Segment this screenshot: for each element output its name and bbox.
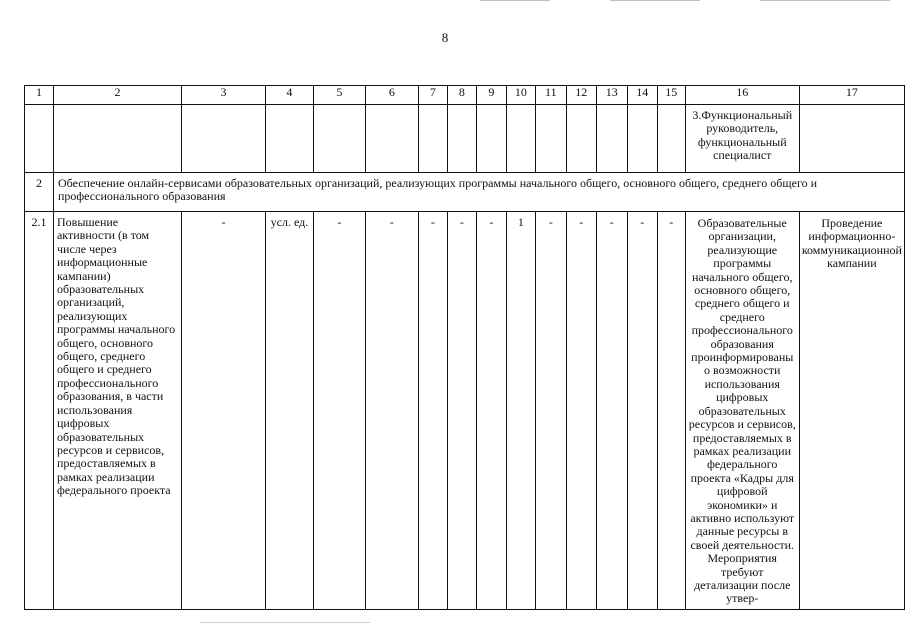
- header-cell: 15: [657, 86, 685, 105]
- plan-table: [24, 85, 905, 610]
- header-cell: 9: [476, 86, 506, 105]
- empty-cell: [25, 105, 54, 173]
- task-cell-10: 1: [506, 212, 535, 610]
- task-row: [25, 212, 905, 610]
- task-event-type: Проведение информационно-коммуникационной кампании: [799, 212, 904, 610]
- empty-cell: [313, 105, 365, 173]
- header-cell: 10: [506, 86, 535, 105]
- empty-cell: [53, 105, 181, 173]
- task-cell-11: -: [535, 212, 566, 610]
- header-cell: 11: [535, 86, 566, 105]
- header-cell: 16: [685, 86, 799, 105]
- header-cell: 12: [566, 86, 596, 105]
- section-title: Обеспечение онлайн-сервисами образовательных организаций, реализующих программы начального общего, основного общего, среднего общего и профессионального образования: [53, 173, 904, 212]
- task-description: Повышение активности (в том числе через информационные кампании) образовательных организаций, реализующих программы начального общего, основного общего, среднего общего и среднего профессионального образования, в части использования цифровых образовательных ресурсов и сервисов, предоставляемых в рамках реализации федерального проекта: [53, 212, 181, 610]
- task-number: 2.1: [25, 212, 54, 610]
- section-number: 2: [25, 173, 54, 212]
- header-cell: 14: [627, 86, 657, 105]
- task-cell-13: -: [596, 212, 627, 610]
- task-cell-8: -: [447, 212, 476, 610]
- empty-cell: [447, 105, 476, 173]
- task-cell-14: -: [627, 212, 657, 610]
- continuation-row: [25, 105, 905, 173]
- task-cell-7: -: [418, 212, 447, 610]
- scan-artifact: [760, 0, 890, 1]
- header-cell: 17: [799, 86, 904, 105]
- header-cell: 1: [25, 86, 54, 105]
- header-cell: 7: [418, 86, 447, 105]
- task-cell-3: -: [181, 212, 265, 610]
- task-result: Образовательные организации, реализующие программы начального общего, основного общего, среднего общего и среднего профессионального образования проинформированы о возможности использования цифровых образовательных ресурсов и сервисов, предоставляемых в рамках реализации федерального проекта «Кадры для цифровой экономики» и активно используют данные ресурсы в своей деятельности. Мероприятия требуют детализации после утвер-: [685, 212, 799, 610]
- empty-cell: [535, 105, 566, 173]
- empty-cell: [657, 105, 685, 173]
- empty-cell: [506, 105, 535, 173]
- empty-cell: [181, 105, 265, 173]
- empty-cell: [476, 105, 506, 173]
- header-row: [25, 86, 905, 105]
- header-cell: 3: [181, 86, 265, 105]
- task-cell-15: -: [657, 212, 685, 610]
- empty-cell: [799, 105, 904, 173]
- task-cell-6: -: [365, 212, 418, 610]
- empty-cell: [627, 105, 657, 173]
- header-cell: 13: [596, 86, 627, 105]
- task-unit: усл. ед.: [265, 212, 313, 610]
- responsible-cell: 3.Функциональный руководитель, функциональный специалист: [685, 105, 799, 173]
- empty-cell: [596, 105, 627, 173]
- header-cell: 8: [447, 86, 476, 105]
- empty-cell: [365, 105, 418, 173]
- section-row: [25, 173, 905, 212]
- empty-cell: [566, 105, 596, 173]
- page-number: 8: [441, 30, 449, 45]
- empty-cell: [418, 105, 447, 173]
- header-cell: 5: [313, 86, 365, 105]
- task-cell-12: -: [566, 212, 596, 610]
- header-cell: 4: [265, 86, 313, 105]
- task-cell-5: -: [313, 212, 365, 610]
- scan-artifact: [200, 622, 370, 623]
- scan-artifact: [610, 0, 700, 1]
- empty-cell: [265, 105, 313, 173]
- header-cell: 2: [53, 86, 181, 105]
- header-cell: 6: [365, 86, 418, 105]
- task-cell-9: -: [476, 212, 506, 610]
- scan-artifact: [480, 0, 550, 1]
